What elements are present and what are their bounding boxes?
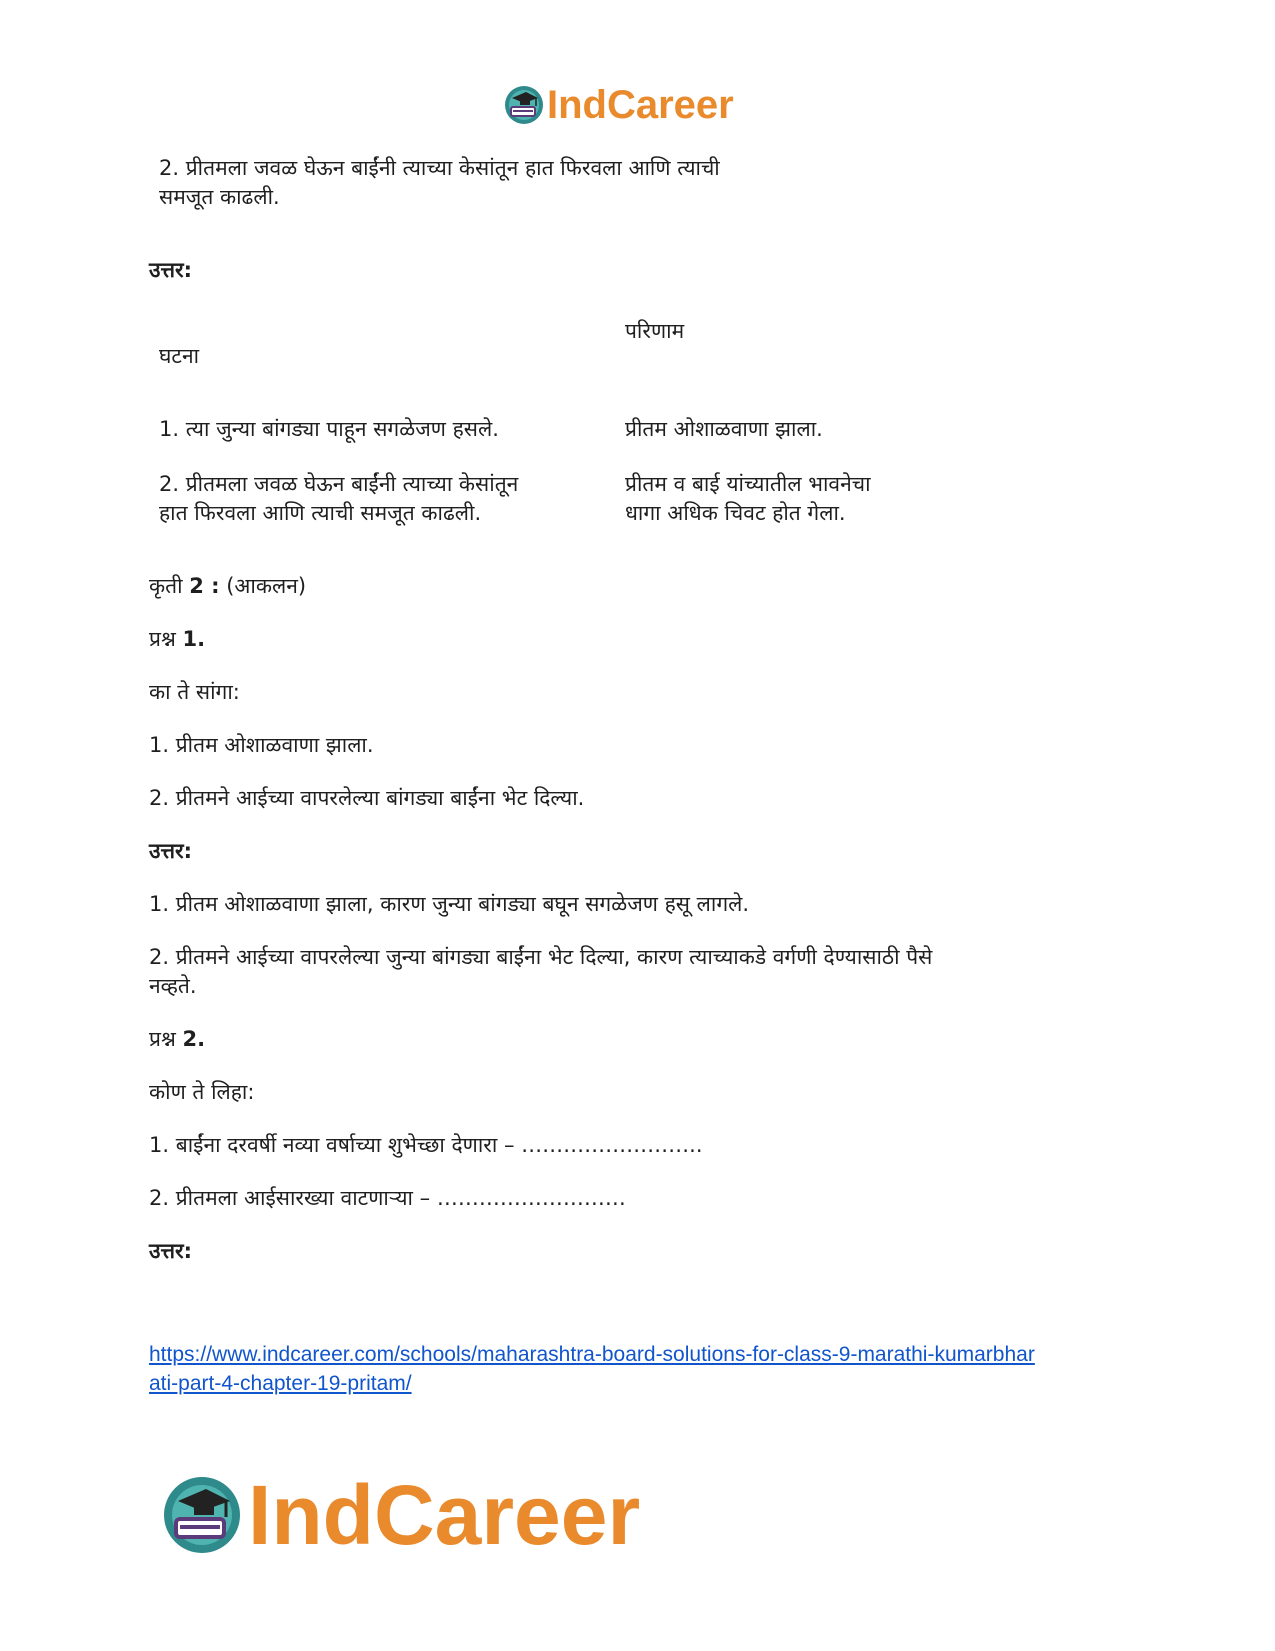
question-1-answer: 2. प्रीतमने आईच्या वापरलेल्या जुन्या बांगड्या बाईंना भेट दिल्या, कारण त्याच्याकडे वर्गणी देण्यासाठी पैसे — [149, 945, 933, 969]
table-cell-event: 1. त्या जुन्या बांगड्या पाहून सगळेजण हसले. — [159, 417, 499, 441]
source-url-link[interactable]: https://www.indcareer.com/schools/maharashtra-board-solutions-for-class-9-marathi-kumarbhar — [149, 1343, 1035, 1366]
logo-wordmark: IndCareer — [248, 1467, 641, 1562]
question-1-item: 2. प्रीतमने आईच्या वापरलेल्या बांगड्या बाईंना भेट दिल्या. — [149, 786, 585, 810]
question-1-answer-cont: नव्हते. — [149, 974, 197, 998]
question-1-heading — [149, 624, 205, 654]
activity-prefix: कृती — [149, 574, 190, 598]
table-cell-result: प्रीतम ओशाळवाणा झाला. — [625, 417, 823, 441]
footer-logo — [160, 1467, 700, 1562]
activity-heading — [149, 571, 306, 601]
question-number: 1. — [182, 627, 206, 651]
question-1-item: 1. प्रीतम ओशाळवाणा झाला. — [149, 733, 374, 757]
question-2-item: 1. बाईंना दरवर्षी नव्या वर्षाच्या शुभेच्छा देणारा – …………………….. — [149, 1133, 703, 1157]
answer-label: उत्तर: — [149, 839, 193, 863]
question-2-prompt: कोण ते लिहा: — [149, 1080, 255, 1104]
question-2-item: 2. प्रीतमला आईसारख्या वाटणाऱ्या – ……………………… — [149, 1186, 626, 1210]
graduation-book-icon — [160, 1473, 244, 1557]
question-2-heading — [149, 1024, 205, 1054]
activity-number: 2 : — [189, 574, 220, 598]
activity-suffix: (आकलन) — [219, 574, 307, 598]
source-url-link-cont[interactable]: ati-part-4-chapter-19-pritam/ — [149, 1372, 412, 1395]
question-number: 2. — [182, 1027, 206, 1051]
question-1-prompt: का ते सांगा: — [149, 680, 240, 704]
answer-label: उत्तर: — [149, 258, 193, 282]
answer-label: उत्तर: — [149, 1239, 193, 1263]
table-cell-event: 2. प्रीतमला जवळ घेऊन बाईंनी त्याच्या केसांतून — [159, 472, 519, 496]
intro-line-1: 2. प्रीतमला जवळ घेऊन बाईंनी त्याच्या केसांतून हात फिरवला आणि त्याची — [159, 156, 720, 180]
intro-line-2: समजूत काढली. — [159, 185, 280, 209]
table-cell-result-cont: धागा अधिक चिवट होत गेला. — [625, 501, 846, 525]
logo-wordmark: IndCareer — [547, 82, 734, 127]
table-cell-event-cont: हात फिरवला आणि त्याची समजूत काढली. — [159, 501, 482, 525]
table-cell-result: प्रीतम व बाई यांच्यातील भावनेचा — [625, 472, 871, 496]
table-header-result: परिणाम — [625, 319, 685, 343]
question-word: प्रश्न — [149, 1027, 183, 1051]
header-logo — [503, 80, 773, 130]
question-word: प्रश्न — [149, 627, 183, 651]
table-header-event: घटना — [159, 344, 200, 368]
question-1-answer: 1. प्रीतम ओशाळवाणा झाला, कारण जुन्या बांगड्या बघून सगळेजण हसू लागले. — [149, 892, 750, 916]
graduation-book-icon — [503, 84, 545, 126]
